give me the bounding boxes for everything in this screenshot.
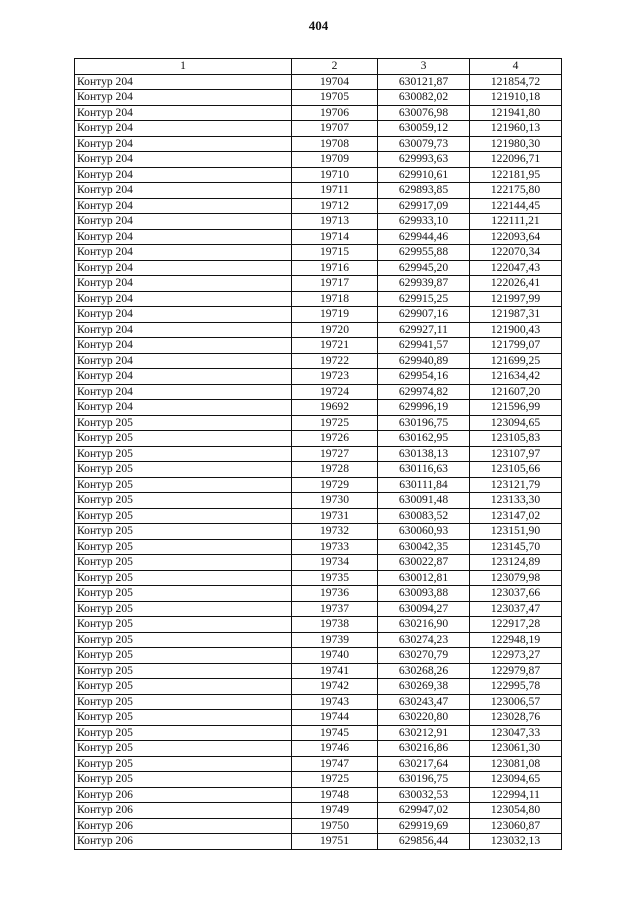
point-number-cell: 19745 bbox=[292, 725, 378, 741]
coordinate-y-cell: 123006,57 bbox=[470, 694, 562, 710]
contour-name-cell: Контур 204 bbox=[75, 245, 292, 261]
coordinate-x-cell: 629927,11 bbox=[378, 322, 470, 338]
page-number: 404 bbox=[308, 18, 329, 33]
coordinate-x-cell: 630196,75 bbox=[378, 415, 470, 431]
coordinate-y-cell: 123037,47 bbox=[470, 601, 562, 617]
point-number-cell: 19709 bbox=[292, 152, 378, 168]
table-row bbox=[75, 694, 562, 710]
table-row bbox=[75, 214, 562, 230]
contour-name-cell: Контур 205 bbox=[75, 772, 292, 788]
coordinate-y-cell: 122917,28 bbox=[470, 617, 562, 633]
table-row bbox=[75, 818, 562, 834]
table-row bbox=[75, 322, 562, 338]
coordinate-y-cell: 123028,76 bbox=[470, 710, 562, 726]
contour-name-cell: Контур 204 bbox=[75, 198, 292, 214]
coordinate-y-cell: 122026,41 bbox=[470, 276, 562, 292]
point-number-cell: 19704 bbox=[292, 74, 378, 90]
coordinate-x-cell: 630138,13 bbox=[378, 446, 470, 462]
table-row bbox=[75, 431, 562, 447]
point-number-cell: 19710 bbox=[292, 167, 378, 183]
coordinate-x-cell: 630042,35 bbox=[378, 539, 470, 555]
table-row bbox=[75, 570, 562, 586]
contour-name-cell: Контур 204 bbox=[75, 229, 292, 245]
coordinate-y-cell: 123054,80 bbox=[470, 803, 562, 819]
table-row bbox=[75, 384, 562, 400]
table-row bbox=[75, 90, 562, 106]
contour-name-cell: Контур 205 bbox=[75, 539, 292, 555]
contour-name-cell: Контур 205 bbox=[75, 694, 292, 710]
coordinate-y-cell: 122995,78 bbox=[470, 679, 562, 695]
table-row bbox=[75, 555, 562, 571]
point-number-cell: 19722 bbox=[292, 353, 378, 369]
point-number-cell: 19737 bbox=[292, 601, 378, 617]
contour-name-cell: Контур 205 bbox=[75, 570, 292, 586]
coordinate-y-cell: 123032,13 bbox=[470, 834, 562, 850]
point-number-cell: 19716 bbox=[292, 260, 378, 276]
contour-name-cell: Контур 204 bbox=[75, 183, 292, 199]
contour-name-cell: Контур 205 bbox=[75, 601, 292, 617]
table-row bbox=[75, 307, 562, 323]
coordinate-x-cell: 630121,87 bbox=[378, 74, 470, 90]
point-number-cell: 19739 bbox=[292, 632, 378, 648]
contour-name-cell: Контур 204 bbox=[75, 105, 292, 121]
coordinate-x-cell: 630116,63 bbox=[378, 462, 470, 478]
coordinate-x-cell: 629856,44 bbox=[378, 834, 470, 850]
table-row bbox=[75, 369, 562, 385]
table-row bbox=[75, 803, 562, 819]
point-number-cell: 19724 bbox=[292, 384, 378, 400]
coordinate-y-cell: 121634,42 bbox=[470, 369, 562, 385]
coordinate-y-cell: 123107,97 bbox=[470, 446, 562, 462]
point-number-cell: 19718 bbox=[292, 291, 378, 307]
coordinate-y-cell: 122093,64 bbox=[470, 229, 562, 245]
coordinate-x-cell: 630274,23 bbox=[378, 632, 470, 648]
point-number-cell: 19749 bbox=[292, 803, 378, 819]
point-number-cell: 19751 bbox=[292, 834, 378, 850]
coordinate-y-cell: 121900,43 bbox=[470, 322, 562, 338]
coordinate-x-cell: 630032,53 bbox=[378, 787, 470, 803]
contour-name-cell: Контур 205 bbox=[75, 446, 292, 462]
point-number-cell: 19711 bbox=[292, 183, 378, 199]
point-number-cell: 19733 bbox=[292, 539, 378, 555]
contour-name-cell: Контур 205 bbox=[75, 555, 292, 571]
coordinate-x-cell: 630268,26 bbox=[378, 663, 470, 679]
contour-name-cell: Контур 206 bbox=[75, 803, 292, 819]
point-number-cell: 19747 bbox=[292, 756, 378, 772]
contour-name-cell: Контур 204 bbox=[75, 121, 292, 137]
table-row bbox=[75, 167, 562, 183]
point-number-cell: 19725 bbox=[292, 415, 378, 431]
contour-name-cell: Контур 205 bbox=[75, 493, 292, 509]
contour-name-cell: Контур 204 bbox=[75, 136, 292, 152]
coordinate-x-cell: 630012,81 bbox=[378, 570, 470, 586]
point-number-cell: 19732 bbox=[292, 524, 378, 540]
coordinates-table bbox=[74, 58, 562, 850]
point-number-cell: 19743 bbox=[292, 694, 378, 710]
contour-name-cell: Контур 206 bbox=[75, 787, 292, 803]
table-row bbox=[75, 477, 562, 493]
contour-name-cell: Контур 205 bbox=[75, 415, 292, 431]
coordinate-x-cell: 630216,86 bbox=[378, 741, 470, 757]
contour-name-cell: Контур 205 bbox=[75, 617, 292, 633]
contour-name-cell: Контур 204 bbox=[75, 384, 292, 400]
coordinate-x-cell: 630079,73 bbox=[378, 136, 470, 152]
point-number-cell: 19729 bbox=[292, 477, 378, 493]
contour-name-cell: Контур 205 bbox=[75, 477, 292, 493]
contour-name-cell: Контур 204 bbox=[75, 167, 292, 183]
coordinate-x-cell: 630076,98 bbox=[378, 105, 470, 121]
table-row bbox=[75, 400, 562, 416]
table-row bbox=[75, 152, 562, 168]
table-row bbox=[75, 198, 562, 214]
coordinate-x-cell: 630212,91 bbox=[378, 725, 470, 741]
table-row bbox=[75, 462, 562, 478]
coordinate-y-cell: 122994,11 bbox=[470, 787, 562, 803]
contour-name-cell: Контур 205 bbox=[75, 663, 292, 679]
coordinate-y-cell: 122070,34 bbox=[470, 245, 562, 261]
point-number-cell: 19708 bbox=[292, 136, 378, 152]
point-number-cell: 19736 bbox=[292, 586, 378, 602]
table-row bbox=[75, 834, 562, 850]
table-row bbox=[75, 493, 562, 509]
coordinate-y-cell: 122973,27 bbox=[470, 648, 562, 664]
coordinate-x-cell: 630082,02 bbox=[378, 90, 470, 106]
coordinate-x-cell: 630270,79 bbox=[378, 648, 470, 664]
table-row bbox=[75, 446, 562, 462]
coordinate-y-cell: 122144,45 bbox=[470, 198, 562, 214]
point-number-cell: 19707 bbox=[292, 121, 378, 137]
point-number-cell: 19715 bbox=[292, 245, 378, 261]
table-row bbox=[75, 121, 562, 137]
coordinate-y-cell: 121596,99 bbox=[470, 400, 562, 416]
point-number-cell: 19734 bbox=[292, 555, 378, 571]
point-number-cell: 19705 bbox=[292, 90, 378, 106]
table-row bbox=[75, 648, 562, 664]
table-row bbox=[75, 136, 562, 152]
coordinate-y-cell: 121854,72 bbox=[470, 74, 562, 90]
table-row bbox=[75, 741, 562, 757]
point-number-cell: 19748 bbox=[292, 787, 378, 803]
table-row bbox=[75, 276, 562, 292]
table-row bbox=[75, 586, 562, 602]
contour-name-cell: Контур 204 bbox=[75, 291, 292, 307]
coordinate-x-cell: 629917,09 bbox=[378, 198, 470, 214]
coordinate-x-cell: 629893,85 bbox=[378, 183, 470, 199]
coordinate-y-cell: 123047,33 bbox=[470, 725, 562, 741]
coordinate-x-cell: 629941,57 bbox=[378, 338, 470, 354]
table-row bbox=[75, 415, 562, 431]
coordinate-y-cell: 123094,65 bbox=[470, 772, 562, 788]
coordinate-y-cell: 123061,30 bbox=[470, 741, 562, 757]
point-number-cell: 19717 bbox=[292, 276, 378, 292]
coordinate-y-cell: 122175,80 bbox=[470, 183, 562, 199]
coordinate-y-cell: 122096,71 bbox=[470, 152, 562, 168]
table-row bbox=[75, 756, 562, 772]
table-row bbox=[75, 291, 562, 307]
table-row bbox=[75, 679, 562, 695]
coordinate-y-cell: 121699,25 bbox=[470, 353, 562, 369]
coordinate-x-cell: 629915,25 bbox=[378, 291, 470, 307]
point-number-cell: 19728 bbox=[292, 462, 378, 478]
contour-name-cell: Контур 205 bbox=[75, 679, 292, 695]
contour-name-cell: Контур 205 bbox=[75, 632, 292, 648]
point-number-cell: 19692 bbox=[292, 400, 378, 416]
coordinate-x-cell: 629954,16 bbox=[378, 369, 470, 385]
point-number-cell: 19738 bbox=[292, 617, 378, 633]
table-row bbox=[75, 787, 562, 803]
coordinate-y-cell: 123105,83 bbox=[470, 431, 562, 447]
point-number-cell: 19746 bbox=[292, 741, 378, 757]
coordinate-x-cell: 629955,88 bbox=[378, 245, 470, 261]
point-number-cell: 19741 bbox=[292, 663, 378, 679]
table-body bbox=[75, 74, 562, 849]
coordinate-x-cell: 630162,95 bbox=[378, 431, 470, 447]
contour-name-cell: Контур 206 bbox=[75, 818, 292, 834]
contour-name-cell: Контур 204 bbox=[75, 353, 292, 369]
table-row bbox=[75, 524, 562, 540]
coordinate-x-cell: 629910,61 bbox=[378, 167, 470, 183]
table-row bbox=[75, 260, 562, 276]
point-number-cell: 19727 bbox=[292, 446, 378, 462]
coordinate-x-cell: 630196,75 bbox=[378, 772, 470, 788]
column-header: 3 bbox=[378, 59, 470, 75]
coordinate-x-cell: 629940,89 bbox=[378, 353, 470, 369]
contour-name-cell: Контур 205 bbox=[75, 431, 292, 447]
table-row bbox=[75, 710, 562, 726]
coordinate-x-cell: 630093,88 bbox=[378, 586, 470, 602]
table-row bbox=[75, 105, 562, 121]
coordinate-y-cell: 122181,95 bbox=[470, 167, 562, 183]
table-row bbox=[75, 74, 562, 90]
coordinate-y-cell: 123151,90 bbox=[470, 524, 562, 540]
point-number-cell: 19714 bbox=[292, 229, 378, 245]
coordinate-x-cell: 630111,84 bbox=[378, 477, 470, 493]
contour-name-cell: Контур 204 bbox=[75, 260, 292, 276]
coordinate-y-cell: 123094,65 bbox=[470, 415, 562, 431]
coordinate-y-cell: 121960,13 bbox=[470, 121, 562, 137]
coordinate-y-cell: 123147,02 bbox=[470, 508, 562, 524]
coordinate-y-cell: 123037,66 bbox=[470, 586, 562, 602]
contour-name-cell: Контур 205 bbox=[75, 756, 292, 772]
table-row bbox=[75, 229, 562, 245]
table-row bbox=[75, 632, 562, 648]
contour-name-cell: Контур 204 bbox=[75, 152, 292, 168]
coordinate-x-cell: 629947,02 bbox=[378, 803, 470, 819]
coordinate-x-cell: 630059,12 bbox=[378, 121, 470, 137]
coordinate-x-cell: 629933,10 bbox=[378, 214, 470, 230]
contour-name-cell: Контур 205 bbox=[75, 586, 292, 602]
coordinate-x-cell: 630091,48 bbox=[378, 493, 470, 509]
table-row bbox=[75, 617, 562, 633]
point-number-cell: 19712 bbox=[292, 198, 378, 214]
coordinate-x-cell: 629919,69 bbox=[378, 818, 470, 834]
coordinate-x-cell: 630217,64 bbox=[378, 756, 470, 772]
table-row bbox=[75, 539, 562, 555]
point-number-cell: 19706 bbox=[292, 105, 378, 121]
point-number-cell: 19750 bbox=[292, 818, 378, 834]
contour-name-cell: Контур 205 bbox=[75, 725, 292, 741]
coordinate-y-cell: 123121,79 bbox=[470, 477, 562, 493]
coordinate-y-cell: 121980,30 bbox=[470, 136, 562, 152]
coordinate-x-cell: 629907,16 bbox=[378, 307, 470, 323]
contour-name-cell: Контур 205 bbox=[75, 741, 292, 757]
coordinate-x-cell: 630083,52 bbox=[378, 508, 470, 524]
coordinate-y-cell: 121941,80 bbox=[470, 105, 562, 121]
table-row bbox=[75, 725, 562, 741]
point-number-cell: 19730 bbox=[292, 493, 378, 509]
coordinate-x-cell: 629939,87 bbox=[378, 276, 470, 292]
coordinate-y-cell: 122047,43 bbox=[470, 260, 562, 276]
coordinate-x-cell: 629996,19 bbox=[378, 400, 470, 416]
table-row bbox=[75, 601, 562, 617]
contour-name-cell: Контур 205 bbox=[75, 462, 292, 478]
coordinate-x-cell: 629945,20 bbox=[378, 260, 470, 276]
table-row bbox=[75, 245, 562, 261]
coordinate-y-cell: 122979,87 bbox=[470, 663, 562, 679]
table-row bbox=[75, 353, 562, 369]
coordinate-y-cell: 123145,70 bbox=[470, 539, 562, 555]
contour-name-cell: Контур 205 bbox=[75, 524, 292, 540]
contour-name-cell: Контур 204 bbox=[75, 90, 292, 106]
point-number-cell: 19713 bbox=[292, 214, 378, 230]
contour-name-cell: Контур 204 bbox=[75, 338, 292, 354]
coordinate-y-cell: 123079,98 bbox=[470, 570, 562, 586]
coordinate-x-cell: 630216,90 bbox=[378, 617, 470, 633]
coordinate-y-cell: 121997,99 bbox=[470, 291, 562, 307]
column-header: 1 bbox=[75, 59, 292, 75]
coordinate-y-cell: 123105,66 bbox=[470, 462, 562, 478]
contour-name-cell: Контур 204 bbox=[75, 214, 292, 230]
contour-name-cell: Контур 205 bbox=[75, 508, 292, 524]
coordinate-y-cell: 121607,20 bbox=[470, 384, 562, 400]
coordinate-y-cell: 123124,89 bbox=[470, 555, 562, 571]
coordinate-y-cell: 121799,07 bbox=[470, 338, 562, 354]
point-number-cell: 19725 bbox=[292, 772, 378, 788]
contour-name-cell: Контур 205 bbox=[75, 648, 292, 664]
point-number-cell: 19721 bbox=[292, 338, 378, 354]
coordinate-y-cell: 123060,87 bbox=[470, 818, 562, 834]
table-row bbox=[75, 663, 562, 679]
coordinate-y-cell: 122948,19 bbox=[470, 632, 562, 648]
contour-name-cell: Контур 204 bbox=[75, 369, 292, 385]
table-row bbox=[75, 508, 562, 524]
contour-name-cell: Контур 204 bbox=[75, 322, 292, 338]
contour-name-cell: Контур 204 bbox=[75, 307, 292, 323]
column-header: 2 bbox=[292, 59, 378, 75]
contour-name-cell: Контур 204 bbox=[75, 74, 292, 90]
coordinate-x-cell: 629944,46 bbox=[378, 229, 470, 245]
coordinate-x-cell: 630243,47 bbox=[378, 694, 470, 710]
point-number-cell: 19731 bbox=[292, 508, 378, 524]
coordinate-y-cell: 123081,08 bbox=[470, 756, 562, 772]
contour-name-cell: Контур 204 bbox=[75, 276, 292, 292]
table-row bbox=[75, 772, 562, 788]
point-number-cell: 19742 bbox=[292, 679, 378, 695]
coordinate-y-cell: 122111,21 bbox=[470, 214, 562, 230]
point-number-cell: 19740 bbox=[292, 648, 378, 664]
column-header: 4 bbox=[470, 59, 562, 75]
coordinate-y-cell: 121910,18 bbox=[470, 90, 562, 106]
contour-name-cell: Контур 205 bbox=[75, 710, 292, 726]
point-number-cell: 19735 bbox=[292, 570, 378, 586]
coordinate-y-cell: 123133,30 bbox=[470, 493, 562, 509]
coordinate-x-cell: 629974,82 bbox=[378, 384, 470, 400]
point-number-cell: 19719 bbox=[292, 307, 378, 323]
coordinate-x-cell: 630060,93 bbox=[378, 524, 470, 540]
contour-name-cell: Контур 206 bbox=[75, 834, 292, 850]
table-row bbox=[75, 183, 562, 199]
point-number-cell: 19726 bbox=[292, 431, 378, 447]
table-row bbox=[75, 338, 562, 354]
table-header-row bbox=[75, 59, 562, 75]
point-number-cell: 19720 bbox=[292, 322, 378, 338]
contour-name-cell: Контур 204 bbox=[75, 400, 292, 416]
coordinate-x-cell: 630022,87 bbox=[378, 555, 470, 571]
point-number-cell: 19744 bbox=[292, 710, 378, 726]
coordinate-x-cell: 630094,27 bbox=[378, 601, 470, 617]
point-number-cell: 19723 bbox=[292, 369, 378, 385]
coordinate-x-cell: 630220,80 bbox=[378, 710, 470, 726]
coordinate-x-cell: 629993,63 bbox=[378, 152, 470, 168]
coordinate-x-cell: 630269,38 bbox=[378, 679, 470, 695]
coordinate-y-cell: 121987,31 bbox=[470, 307, 562, 323]
